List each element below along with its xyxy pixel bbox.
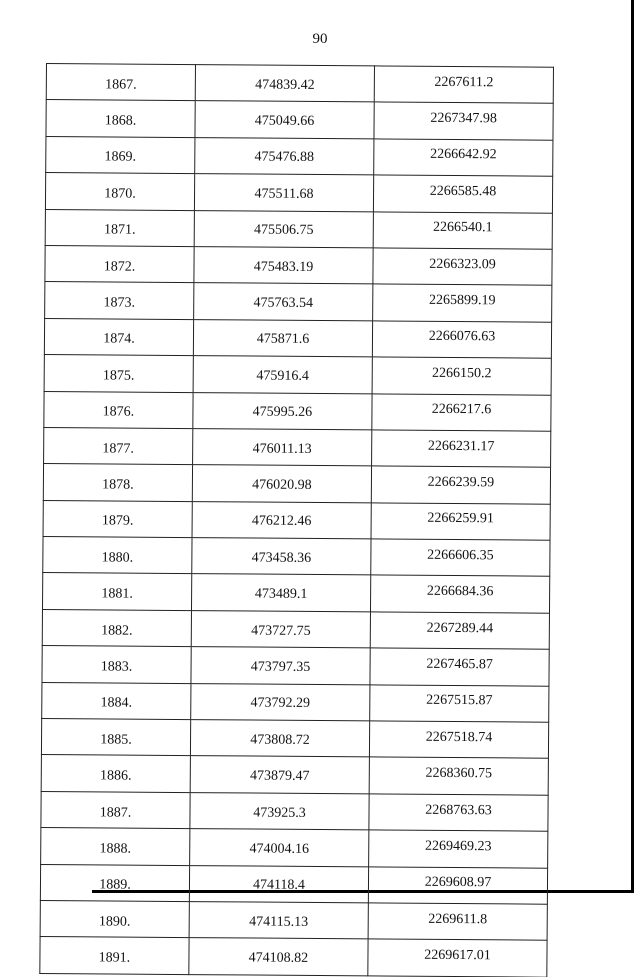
y-coordinate-cell: 2269617.01: [368, 939, 547, 977]
point-number-cell: 1874.: [44, 318, 193, 355]
y-coordinate-cell: 2266684.36: [370, 575, 549, 613]
y-coordinate-cell: 2266217.6: [372, 393, 551, 431]
y-coordinate-cell: 2269611.8: [368, 903, 547, 941]
table-row: [45, 209, 552, 249]
y-coordinate-cell: 2266540.1: [373, 211, 552, 249]
table-body: [40, 64, 554, 977]
page-number: 90: [312, 31, 328, 47]
coordinates-table-container: [39, 63, 554, 977]
coordinates-table: [39, 63, 554, 977]
table-row: [42, 573, 549, 613]
y-coordinate-cell: 2266231.17: [372, 430, 551, 468]
point-number-cell: 1890.: [40, 900, 189, 937]
table-row: [42, 609, 549, 649]
x-coordinate-cell: 473792.29: [191, 683, 370, 721]
table-row: [41, 719, 548, 759]
point-number-cell: 1870.: [45, 173, 194, 210]
table-row: [45, 173, 552, 213]
y-coordinate-cell: 2267518.74: [369, 721, 548, 759]
x-coordinate-cell: 473727.75: [191, 610, 370, 648]
point-number-cell: 1867.: [46, 64, 195, 101]
x-coordinate-cell: 473879.47: [190, 756, 369, 794]
point-number-cell: 1889.: [40, 864, 189, 901]
y-coordinate-cell: 2269608.97: [368, 866, 547, 904]
x-coordinate-cell: 474108.82: [189, 938, 368, 976]
table-row: [40, 900, 547, 940]
table-row: [46, 136, 553, 176]
point-number-cell: 1878.: [43, 464, 192, 501]
point-number-cell: 1887.: [41, 791, 190, 828]
x-coordinate-cell: 475916.4: [193, 356, 372, 394]
y-coordinate-cell: 2266585.48: [373, 175, 552, 213]
point-number-cell: 1880.: [43, 537, 192, 574]
x-coordinate-cell: 475871.6: [193, 319, 372, 357]
table-row: [42, 646, 549, 686]
point-number-cell: 1873.: [45, 282, 194, 319]
table-row: [46, 64, 553, 104]
table-row: [45, 245, 552, 285]
point-number-cell: 1883.: [42, 646, 191, 683]
point-number-cell: 1884.: [42, 682, 191, 719]
y-coordinate-cell: 2265899.19: [373, 284, 552, 322]
y-coordinate-cell: 2266259.91: [371, 503, 550, 541]
table-row: [40, 864, 547, 904]
x-coordinate-cell: 475476.88: [195, 137, 374, 175]
y-coordinate-cell: 2266076.63: [372, 321, 551, 359]
y-coordinate-cell: 2267347.98: [374, 102, 553, 140]
x-coordinate-cell: 474839.42: [195, 65, 374, 103]
x-coordinate-cell: 475995.26: [193, 392, 372, 430]
point-number-cell: 1882.: [42, 609, 191, 646]
x-coordinate-cell: 475506.75: [194, 210, 373, 248]
point-number-cell: 1881.: [42, 573, 191, 610]
y-coordinate-cell: 2266150.2: [372, 357, 551, 395]
y-coordinate-cell: 2267611.2: [374, 66, 553, 104]
table-row: [42, 682, 549, 722]
point-number-cell: 1876.: [44, 391, 193, 428]
table-row: [41, 755, 548, 795]
y-coordinate-cell: 2268763.63: [369, 794, 548, 832]
x-coordinate-cell: 475049.66: [195, 101, 374, 139]
y-coordinate-cell: 2269469.23: [369, 830, 548, 868]
table-row: [41, 791, 548, 831]
point-number-cell: 1886.: [41, 755, 190, 792]
y-coordinate-cell: 2266606.35: [371, 539, 550, 577]
table-row: [44, 391, 551, 431]
x-coordinate-cell: 473489.1: [191, 574, 370, 612]
point-number-cell: 1875.: [44, 355, 193, 392]
y-coordinate-cell: 2267289.44: [370, 612, 549, 650]
table-row: [45, 282, 552, 322]
x-coordinate-cell: 475483.19: [194, 247, 373, 285]
x-coordinate-cell: 474118.4: [189, 865, 368, 903]
point-number-cell: 1869.: [46, 136, 195, 173]
point-number-cell: 1871.: [45, 209, 194, 246]
point-number-cell: 1879.: [43, 500, 192, 537]
x-coordinate-cell: 474004.16: [190, 829, 369, 867]
page-edge-right: [631, 0, 634, 892]
y-coordinate-cell: 2267515.87: [370, 685, 549, 723]
point-number-cell: 1872.: [45, 245, 194, 282]
x-coordinate-cell: 475511.68: [194, 174, 373, 212]
table-row: [43, 500, 550, 540]
table-row: [44, 427, 551, 467]
y-coordinate-cell: 2266239.59: [371, 466, 550, 504]
x-coordinate-cell: 475763.54: [194, 283, 373, 321]
table-row: [41, 828, 548, 868]
table-row: [40, 937, 547, 977]
x-coordinate-cell: 473797.35: [191, 647, 370, 685]
table-row: [46, 100, 553, 140]
point-number-cell: 1868.: [46, 100, 195, 137]
x-coordinate-cell: 476212.46: [192, 501, 371, 539]
y-coordinate-cell: 2266323.09: [373, 248, 552, 286]
y-coordinate-cell: 2268360.75: [369, 757, 548, 795]
x-coordinate-cell: 473458.36: [192, 538, 371, 576]
table-row: [44, 355, 551, 395]
x-coordinate-cell: 474115.13: [189, 902, 368, 940]
point-number-cell: 1891.: [40, 937, 189, 974]
y-coordinate-cell: 2266642.92: [374, 139, 553, 177]
point-number-cell: 1888.: [41, 828, 190, 865]
table-row: [43, 464, 550, 504]
point-number-cell: 1885.: [41, 719, 190, 756]
x-coordinate-cell: 476020.98: [192, 465, 371, 503]
x-coordinate-cell: 473808.72: [190, 720, 369, 758]
x-coordinate-cell: 473925.3: [190, 792, 369, 830]
x-coordinate-cell: 476011.13: [193, 428, 372, 466]
table-row: [43, 537, 550, 577]
y-coordinate-cell: 2267465.87: [370, 648, 549, 686]
point-number-cell: 1877.: [44, 427, 193, 464]
table-row: [44, 318, 551, 358]
